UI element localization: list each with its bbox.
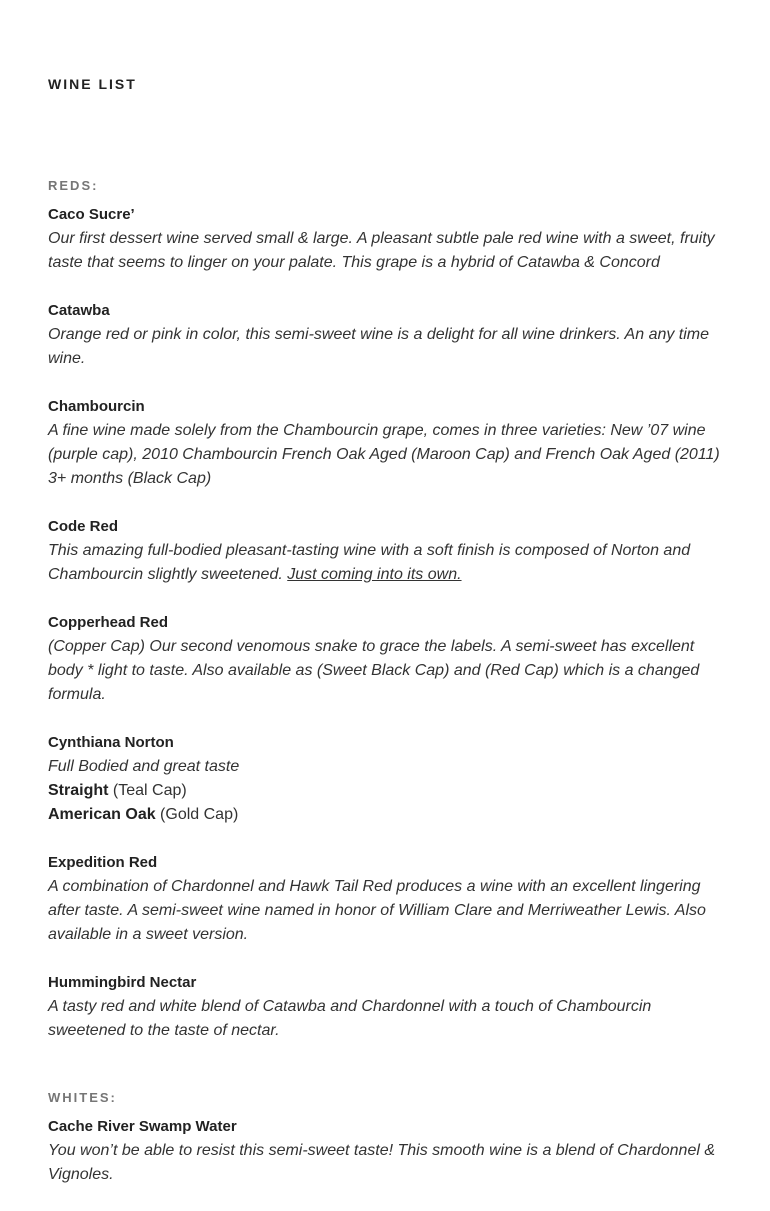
variant-label: American Oak xyxy=(48,806,156,823)
wine-description: Full Bodied and great taste xyxy=(48,758,240,775)
page-title: WINE LIST xyxy=(48,76,137,92)
variant-american-oak xyxy=(48,803,728,827)
whites-section xyxy=(48,1090,728,1211)
variant-cap: (Gold Cap) xyxy=(155,806,239,823)
wine-entry-chambourcin xyxy=(48,395,728,491)
whites-heading: WHITES: xyxy=(48,1090,117,1105)
wine-name: Copperhead Red xyxy=(48,614,169,631)
wine-name: Hummingbird Nectar xyxy=(48,974,197,991)
wine-name: Cache River Swamp Water xyxy=(48,1118,237,1135)
wine-description: A combination of Chardonnel and Hawk Tail Red produces a wine with an excellent lingering after taste. A semi-sweet wine named in honor of William Clare and Merriweather Lewis. Also available in a sweet version. xyxy=(48,878,706,943)
wine-name: Cynthiana Norton xyxy=(48,734,174,751)
wine-name: Expedition Red xyxy=(48,854,158,871)
wine-name: Caco Sucre’ xyxy=(48,206,135,223)
wine-name: Catawba xyxy=(48,302,110,319)
wine-entry-caco-sucre xyxy=(48,203,728,275)
wine-name: Chambourcin xyxy=(48,398,145,415)
wine-description: Our first dessert wine served small & large. A pleasant subtle pale red wine with a sweet, fruity taste that seems to linger on your palate. This grape is a hybrid of Catawba & Concord xyxy=(48,230,715,271)
wine-name: Code Red xyxy=(48,518,119,535)
wine-description: A fine wine made solely from the Chambourcin grape, comes in three varieties: New ’07 wine (purple cap), 2010 Chambourcin French Oak Aged (Maroon Cap) and French Oak Aged (2011) 3+ months (Black Cap) xyxy=(48,422,720,487)
wine-entry-code-red xyxy=(48,515,728,587)
wine-description: A tasty red and white blend of Catawba and Chardonnel with a touch of Chambourcin sweetened to the taste of nectar. xyxy=(48,998,652,1039)
wine-description xyxy=(48,539,728,587)
underlined-note: Just coming into its own. xyxy=(287,566,462,583)
wine-entry-expedition-red xyxy=(48,851,728,947)
wine-description-text: This amazing full-bodied pleasant-tasting wine with a soft finish is composed of Norton and Chambourcin slightly sweetened. xyxy=(48,542,691,583)
wine-entry-hummingbird-nectar xyxy=(48,971,728,1043)
wine-description: (Copper Cap) Our second venomous snake to grace the labels. A semi-sweet has excellent body * light to taste. Also available as (Sweet Black Cap) and (Red Cap) which is a changed formula. xyxy=(48,638,700,703)
wine-entry-catawba xyxy=(48,299,728,371)
wine-description: You won’t be able to resist this semi-sweet taste! This smooth wine is a blend of Chardonnel & Vignoles. xyxy=(48,1142,716,1183)
wine-entry-cynthiana-norton xyxy=(48,731,728,827)
variant-cap: (Teal Cap) xyxy=(108,782,187,799)
variant-label: Straight xyxy=(48,782,109,799)
wine-description: Orange red or pink in color, this semi-sweet wine is a delight for all wine drinkers. An any time wine. xyxy=(48,326,710,367)
reds-heading: REDS: xyxy=(48,178,99,193)
wine-entry-cache-river-swamp-water xyxy=(48,1115,728,1187)
reds-section xyxy=(48,178,728,1067)
wine-entry-copperhead-red xyxy=(48,611,728,707)
variant-straight xyxy=(48,779,728,803)
